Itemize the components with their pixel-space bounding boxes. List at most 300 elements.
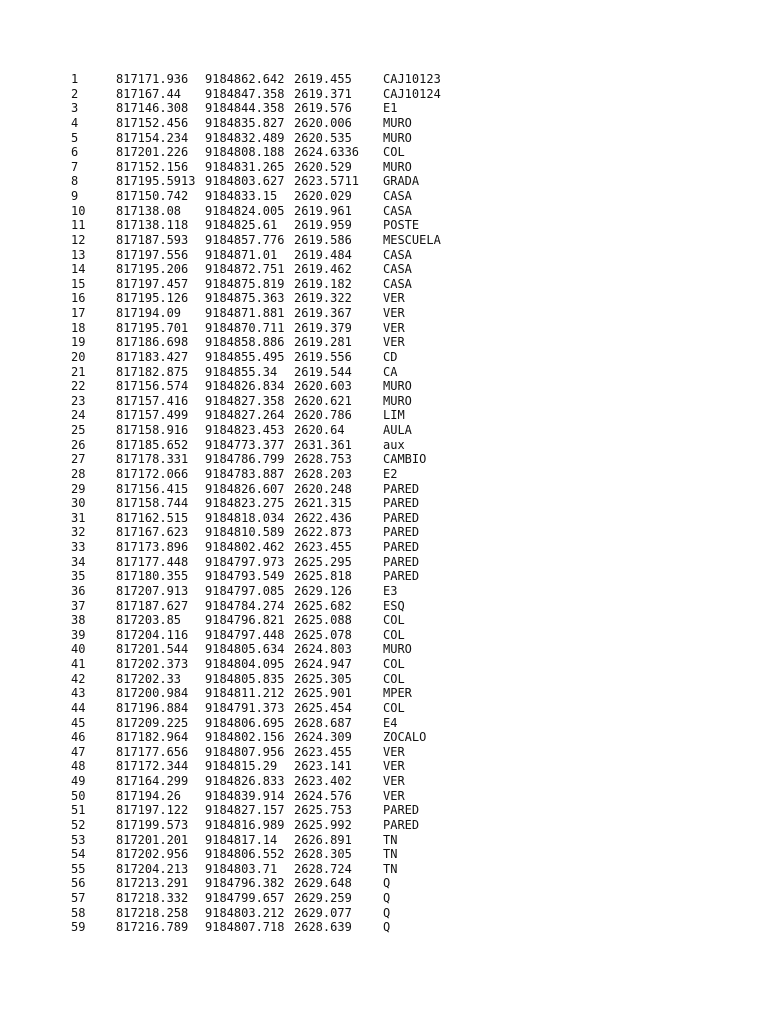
northing-cell: 9184806.695 [205,715,285,730]
point-id-cell: 35 [71,569,86,584]
point-code-cell: MPER [383,686,412,701]
point-code-cell: VER [383,291,405,306]
easting-cell: 817183.427 [116,349,189,364]
easting-cell: 817186.698 [116,335,189,350]
point-id-cell: 57 [71,891,86,905]
table-row [71,365,473,380]
easting-cell: 817194.09 [116,306,182,320]
northing-cell: 9184802.156 [205,730,285,745]
northing-cell: 9184806.552 [205,847,285,862]
point-code-cell: MURO [383,159,412,174]
northing-cell: 9184858.886 [205,335,285,350]
northing-cell: 9184802.462 [205,540,285,554]
northing-cell: 9184784.274 [205,598,285,613]
northing-cell: 9184826.607 [205,481,285,496]
table-row [71,131,473,146]
point-id-cell: 22 [71,379,86,394]
point-id-cell: 7 [71,159,79,174]
elevation-cell: 2619.586 [294,232,352,247]
point-id-cell: 29 [71,481,86,496]
point-id-cell: 36 [71,583,86,598]
point-code-cell: E3 [383,583,398,598]
point-code-cell: MURO [383,379,412,394]
easting-cell: 817196.884 [116,700,189,715]
point-code-cell: COL [383,700,405,715]
northing-cell: 9184797.085 [205,583,285,598]
elevation-cell: 2621.315 [294,496,352,511]
point-code-cell: CASA [383,262,412,277]
point-id-cell: 45 [71,715,86,730]
elevation-cell: 2625.454 [294,700,352,715]
table-row [71,847,473,862]
northing-cell: 9184872.751 [205,262,285,277]
point-code-cell: CA [383,364,398,379]
elevation-cell: 2620.621 [294,393,352,408]
elevation-cell: 2625.682 [294,598,352,613]
table-row [71,511,473,526]
table-row [71,876,473,891]
table-row [71,277,473,292]
elevation-cell: 2625.088 [294,613,352,628]
table-row [71,116,473,131]
easting-cell: 817195.126 [116,291,189,306]
elevation-cell: 2629.126 [294,583,352,598]
point-code-cell: CASA [383,189,412,203]
northing-cell: 9184783.887 [205,466,285,481]
point-id-cell: 10 [71,203,86,218]
point-id-cell: 41 [71,657,86,671]
elevation-cell: 2629.259 [294,891,352,905]
point-id-cell: 44 [71,700,86,715]
easting-cell: 817157.416 [116,393,189,408]
elevation-cell: 2619.322 [294,291,352,306]
northing-cell: 9184797.973 [205,554,285,569]
easting-cell: 817152.456 [116,115,189,130]
point-code-cell: MURO [383,115,412,130]
elevation-cell: 2619.556 [294,349,352,364]
northing-cell: 9184871.01 [205,247,278,262]
point-code-cell: E4 [383,715,398,730]
northing-cell: 9184797.448 [205,627,285,642]
point-id-cell: 52 [71,817,86,832]
northing-cell: 9184803.71 [205,861,278,876]
point-code-cell: ZOCALO [383,730,427,745]
point-code-cell: PARED [383,554,420,569]
point-id-cell: 49 [71,774,86,788]
easting-cell: 817156.574 [116,379,189,394]
table-row [71,833,473,848]
northing-cell: 9184773.377 [205,437,285,452]
point-code-cell: PARED [383,481,420,496]
northing-cell: 9184803.627 [205,174,285,189]
point-code-cell: Q [383,891,391,905]
table-row [71,540,473,555]
point-code-cell: TN [383,832,398,847]
point-code-cell: COL [383,657,405,671]
point-code-cell: PARED [383,510,420,525]
survey-points-table [71,72,473,935]
northing-cell: 9184811.212 [205,686,285,701]
point-id-cell: 47 [71,744,86,759]
point-code-cell: VER [383,306,405,320]
table-row [71,555,473,570]
northing-cell: 9184871.881 [205,306,285,320]
easting-cell: 817158.744 [116,496,189,511]
northing-cell: 9184807.956 [205,744,285,759]
northing-cell: 9184827.358 [205,393,285,408]
northing-cell: 9184799.657 [205,891,285,905]
northing-cell: 9184791.373 [205,700,285,715]
point-code-cell: COL [383,671,405,686]
table-row [71,438,473,453]
northing-cell: 9184816.989 [205,817,285,832]
survey-points-body [71,72,473,935]
easting-cell: 817197.556 [116,247,189,262]
elevation-cell: 2624.6336 [294,145,360,160]
easting-cell: 817177.656 [116,744,189,759]
elevation-cell: 2628.305 [294,847,352,862]
point-code-cell: PARED [383,496,420,511]
easting-cell: 817202.956 [116,847,189,862]
table-row [71,467,473,482]
northing-cell: 9184818.034 [205,510,285,525]
point-code-cell: MURO [383,642,412,657]
elevation-cell: 2628.203 [294,466,352,481]
easting-cell: 817156.415 [116,481,189,496]
easting-cell: 817204.213 [116,861,189,876]
table-row [71,613,473,628]
point-id-cell: 31 [71,510,86,525]
table-row [71,204,473,219]
point-code-cell: VER [383,759,405,774]
point-id-cell: 3 [71,101,79,116]
easting-cell: 817167.623 [116,525,189,540]
easting-cell: 817172.344 [116,759,189,774]
easting-cell: 817195.5913 [116,174,196,189]
easting-cell: 817207.913 [116,583,189,598]
point-id-cell: 24 [71,408,86,423]
point-id-cell: 37 [71,598,86,613]
table-row [71,218,473,233]
point-code-cell: VER [383,774,405,788]
point-code-cell: CAJ10123 [383,72,441,86]
northing-cell: 9184786.799 [205,452,285,467]
elevation-cell: 2619.544 [294,364,352,379]
point-code-cell: MURO [383,393,412,408]
easting-cell: 817218.332 [116,891,189,905]
easting-cell: 817150.742 [116,189,189,203]
northing-cell: 9184827.157 [205,803,285,818]
easting-cell: 817213.291 [116,876,189,891]
table-row [71,803,473,818]
table-row [71,233,473,248]
point-id-cell: 25 [71,423,86,437]
easting-cell: 817154.234 [116,130,189,145]
easting-cell: 817195.701 [116,320,189,335]
table-row [71,174,473,189]
point-code-cell: TN [383,847,398,862]
northing-cell: 9184803.212 [205,905,285,920]
northing-cell: 9184808.188 [205,145,285,160]
point-code-cell: TN [383,861,398,876]
point-id-cell: 53 [71,832,86,847]
easting-cell: 817162.515 [116,510,189,525]
elevation-cell: 2628.687 [294,715,352,730]
easting-cell: 817177.448 [116,554,189,569]
northing-cell: 9184804.095 [205,657,285,671]
point-code-cell: VER [383,320,405,335]
table-row [71,262,473,277]
elevation-cell: 2623.141 [294,759,352,774]
table-row [71,818,473,833]
table-row [71,145,473,160]
easting-cell: 817216.789 [116,920,189,935]
point-id-cell: 4 [71,115,79,130]
elevation-cell: 2619.462 [294,262,352,277]
northing-cell: 9184855.34 [205,364,278,379]
northing-cell: 9184823.453 [205,423,285,437]
easting-cell: 817201.201 [116,832,189,847]
table-row [71,730,473,745]
northing-cell: 9184823.275 [205,496,285,511]
easting-cell: 817167.44 [116,86,182,101]
point-code-cell: aux [383,437,405,452]
table-row [71,701,473,716]
table-row [71,335,473,350]
point-id-cell: 43 [71,686,86,701]
point-code-cell: CASA [383,276,412,291]
point-code-cell: GRADA [383,174,420,189]
easting-cell: 817202.33 [116,671,182,686]
table-row [71,716,473,731]
elevation-cell: 2631.361 [294,437,352,452]
elevation-cell: 2626.891 [294,832,352,847]
easting-cell: 817146.308 [116,101,189,116]
easting-cell: 817182.964 [116,730,189,745]
point-code-cell: PARED [383,540,420,554]
northing-cell: 9184807.718 [205,920,285,935]
easting-cell: 817171.936 [116,72,189,86]
point-id-cell: 12 [71,232,86,247]
point-id-cell: 26 [71,437,86,452]
point-code-cell: VER [383,335,405,350]
elevation-cell: 2619.367 [294,306,352,320]
northing-cell: 9184862.642 [205,72,285,86]
elevation-cell: 2620.786 [294,408,352,423]
point-code-cell: MESCUELA [383,232,441,247]
point-id-cell: 58 [71,905,86,920]
point-id-cell: 42 [71,671,86,686]
northing-cell: 9184870.711 [205,320,285,335]
table-row [71,569,473,584]
elevation-cell: 2623.455 [294,540,352,554]
elevation-cell: 2620.64 [294,423,345,437]
easting-cell: 817187.593 [116,232,189,247]
northing-cell: 9184826.833 [205,774,285,788]
easting-cell: 817152.156 [116,159,189,174]
elevation-cell: 2619.484 [294,247,352,262]
northing-cell: 9184805.835 [205,671,285,686]
point-code-cell: PARED [383,817,420,832]
easting-cell: 817202.373 [116,657,189,671]
point-code-cell: MURO [383,130,412,145]
table-row [71,321,473,336]
point-id-cell: 34 [71,554,86,569]
point-id-cell: 9 [71,189,79,203]
elevation-cell: 2629.648 [294,876,352,891]
easting-cell: 817194.26 [116,788,182,803]
point-id-cell: 46 [71,730,86,745]
table-row [71,920,473,935]
table-row [71,72,473,87]
table-row [71,759,473,774]
elevation-cell: 2623.455 [294,744,352,759]
point-code-cell: PARED [383,525,420,540]
point-id-cell: 48 [71,759,86,774]
point-id-cell: 56 [71,876,86,891]
northing-cell: 9184831.265 [205,159,285,174]
point-id-cell: 11 [71,218,86,233]
point-id-cell: 39 [71,627,86,642]
table-row [71,189,473,204]
easting-cell: 817199.573 [116,817,189,832]
elevation-cell: 2619.281 [294,335,352,350]
northing-cell: 9184855.495 [205,349,285,364]
easting-cell: 817164.299 [116,774,189,788]
northing-cell: 9184805.634 [205,642,285,657]
northing-cell: 9184796.821 [205,613,285,628]
elevation-cell: 2619.576 [294,101,352,116]
table-row [71,101,473,116]
elevation-cell: 2620.535 [294,130,352,145]
elevation-cell: 2625.295 [294,554,352,569]
point-id-cell: 40 [71,642,86,657]
easting-cell: 817195.206 [116,262,189,277]
point-id-cell: 17 [71,306,86,320]
point-id-cell: 5 [71,130,79,145]
elevation-cell: 2625.992 [294,817,352,832]
elevation-cell: 2619.455 [294,72,352,86]
easting-cell: 817157.499 [116,408,189,423]
point-id-cell: 33 [71,540,86,554]
northing-cell: 9184875.819 [205,276,285,291]
northing-cell: 9184833.15 [205,189,278,203]
elevation-cell: 2628.724 [294,861,352,876]
point-code-cell: COL [383,145,405,160]
table-row [71,291,473,306]
table-row [71,394,473,409]
point-code-cell: LIM [383,408,405,423]
point-id-cell: 15 [71,276,86,291]
table-row [71,862,473,877]
point-code-cell: E1 [383,101,398,116]
table-row [71,248,473,263]
easting-cell: 817173.896 [116,540,189,554]
northing-cell: 9184839.914 [205,788,285,803]
point-id-cell: 54 [71,847,86,862]
point-id-cell: 1 [71,72,79,86]
northing-cell: 9184826.834 [205,379,285,394]
point-code-cell: CAMBIO [383,452,427,467]
easting-cell: 817187.627 [116,598,189,613]
easting-cell: 817201.544 [116,642,189,657]
point-code-cell: PARED [383,569,420,584]
easting-cell: 817180.355 [116,569,189,584]
point-id-cell: 21 [71,364,86,379]
northing-cell: 9184796.382 [205,876,285,891]
northing-cell: 9184824.005 [205,203,285,218]
point-code-cell: CASA [383,203,412,218]
point-id-cell: 2 [71,86,79,101]
northing-cell: 9184835.827 [205,115,285,130]
northing-cell: 9184815.29 [205,759,278,774]
northing-cell: 9184817.14 [205,832,278,847]
point-id-cell: 8 [71,174,79,189]
elevation-cell: 2624.947 [294,657,352,671]
easting-cell: 817218.258 [116,905,189,920]
easting-cell: 817138.08 [116,203,182,218]
elevation-cell: 2619.379 [294,320,352,335]
elevation-cell: 2620.603 [294,379,352,394]
table-row [71,306,473,321]
point-id-cell: 14 [71,262,86,277]
northing-cell: 9184875.363 [205,291,285,306]
elevation-cell: 2619.182 [294,276,352,291]
point-code-cell: Q [383,920,391,935]
table-row [71,160,473,175]
northing-cell: 9184844.358 [205,101,285,116]
table-row [71,657,473,672]
northing-cell: 9184827.264 [205,408,285,423]
point-id-cell: 28 [71,466,86,481]
elevation-cell: 2620.248 [294,481,352,496]
table-row [71,789,473,804]
point-id-cell: 27 [71,452,86,467]
elevation-cell: 2619.959 [294,218,352,233]
table-row [71,408,473,423]
point-code-cell: CAJ10124 [383,86,441,101]
point-id-cell: 51 [71,803,86,818]
point-id-cell: 19 [71,335,86,350]
point-id-cell: 20 [71,349,86,364]
elevation-cell: 2625.753 [294,803,352,818]
elevation-cell: 2624.576 [294,788,352,803]
table-row [71,525,473,540]
table-row [71,584,473,599]
elevation-cell: 2623.5711 [294,174,360,189]
northing-cell: 9184832.489 [205,130,285,145]
easting-cell: 817197.457 [116,276,189,291]
table-row [71,452,473,467]
point-code-cell: Q [383,905,391,920]
easting-cell: 817185.652 [116,437,189,452]
elevation-cell: 2624.803 [294,642,352,657]
table-row [71,350,473,365]
northing-cell: 9184825.61 [205,218,278,233]
easting-cell: 817172.066 [116,466,189,481]
table-row [71,628,473,643]
elevation-cell: 2619.961 [294,203,352,218]
northing-cell: 9184857.776 [205,232,285,247]
point-code-cell: VER [383,788,405,803]
easting-cell: 817197.122 [116,803,189,818]
elevation-cell: 2629.077 [294,905,352,920]
table-row [71,482,473,497]
point-code-cell: VER [383,744,405,759]
point-code-cell: E2 [383,466,398,481]
point-id-cell: 13 [71,247,86,262]
easting-cell: 817182.875 [116,364,189,379]
